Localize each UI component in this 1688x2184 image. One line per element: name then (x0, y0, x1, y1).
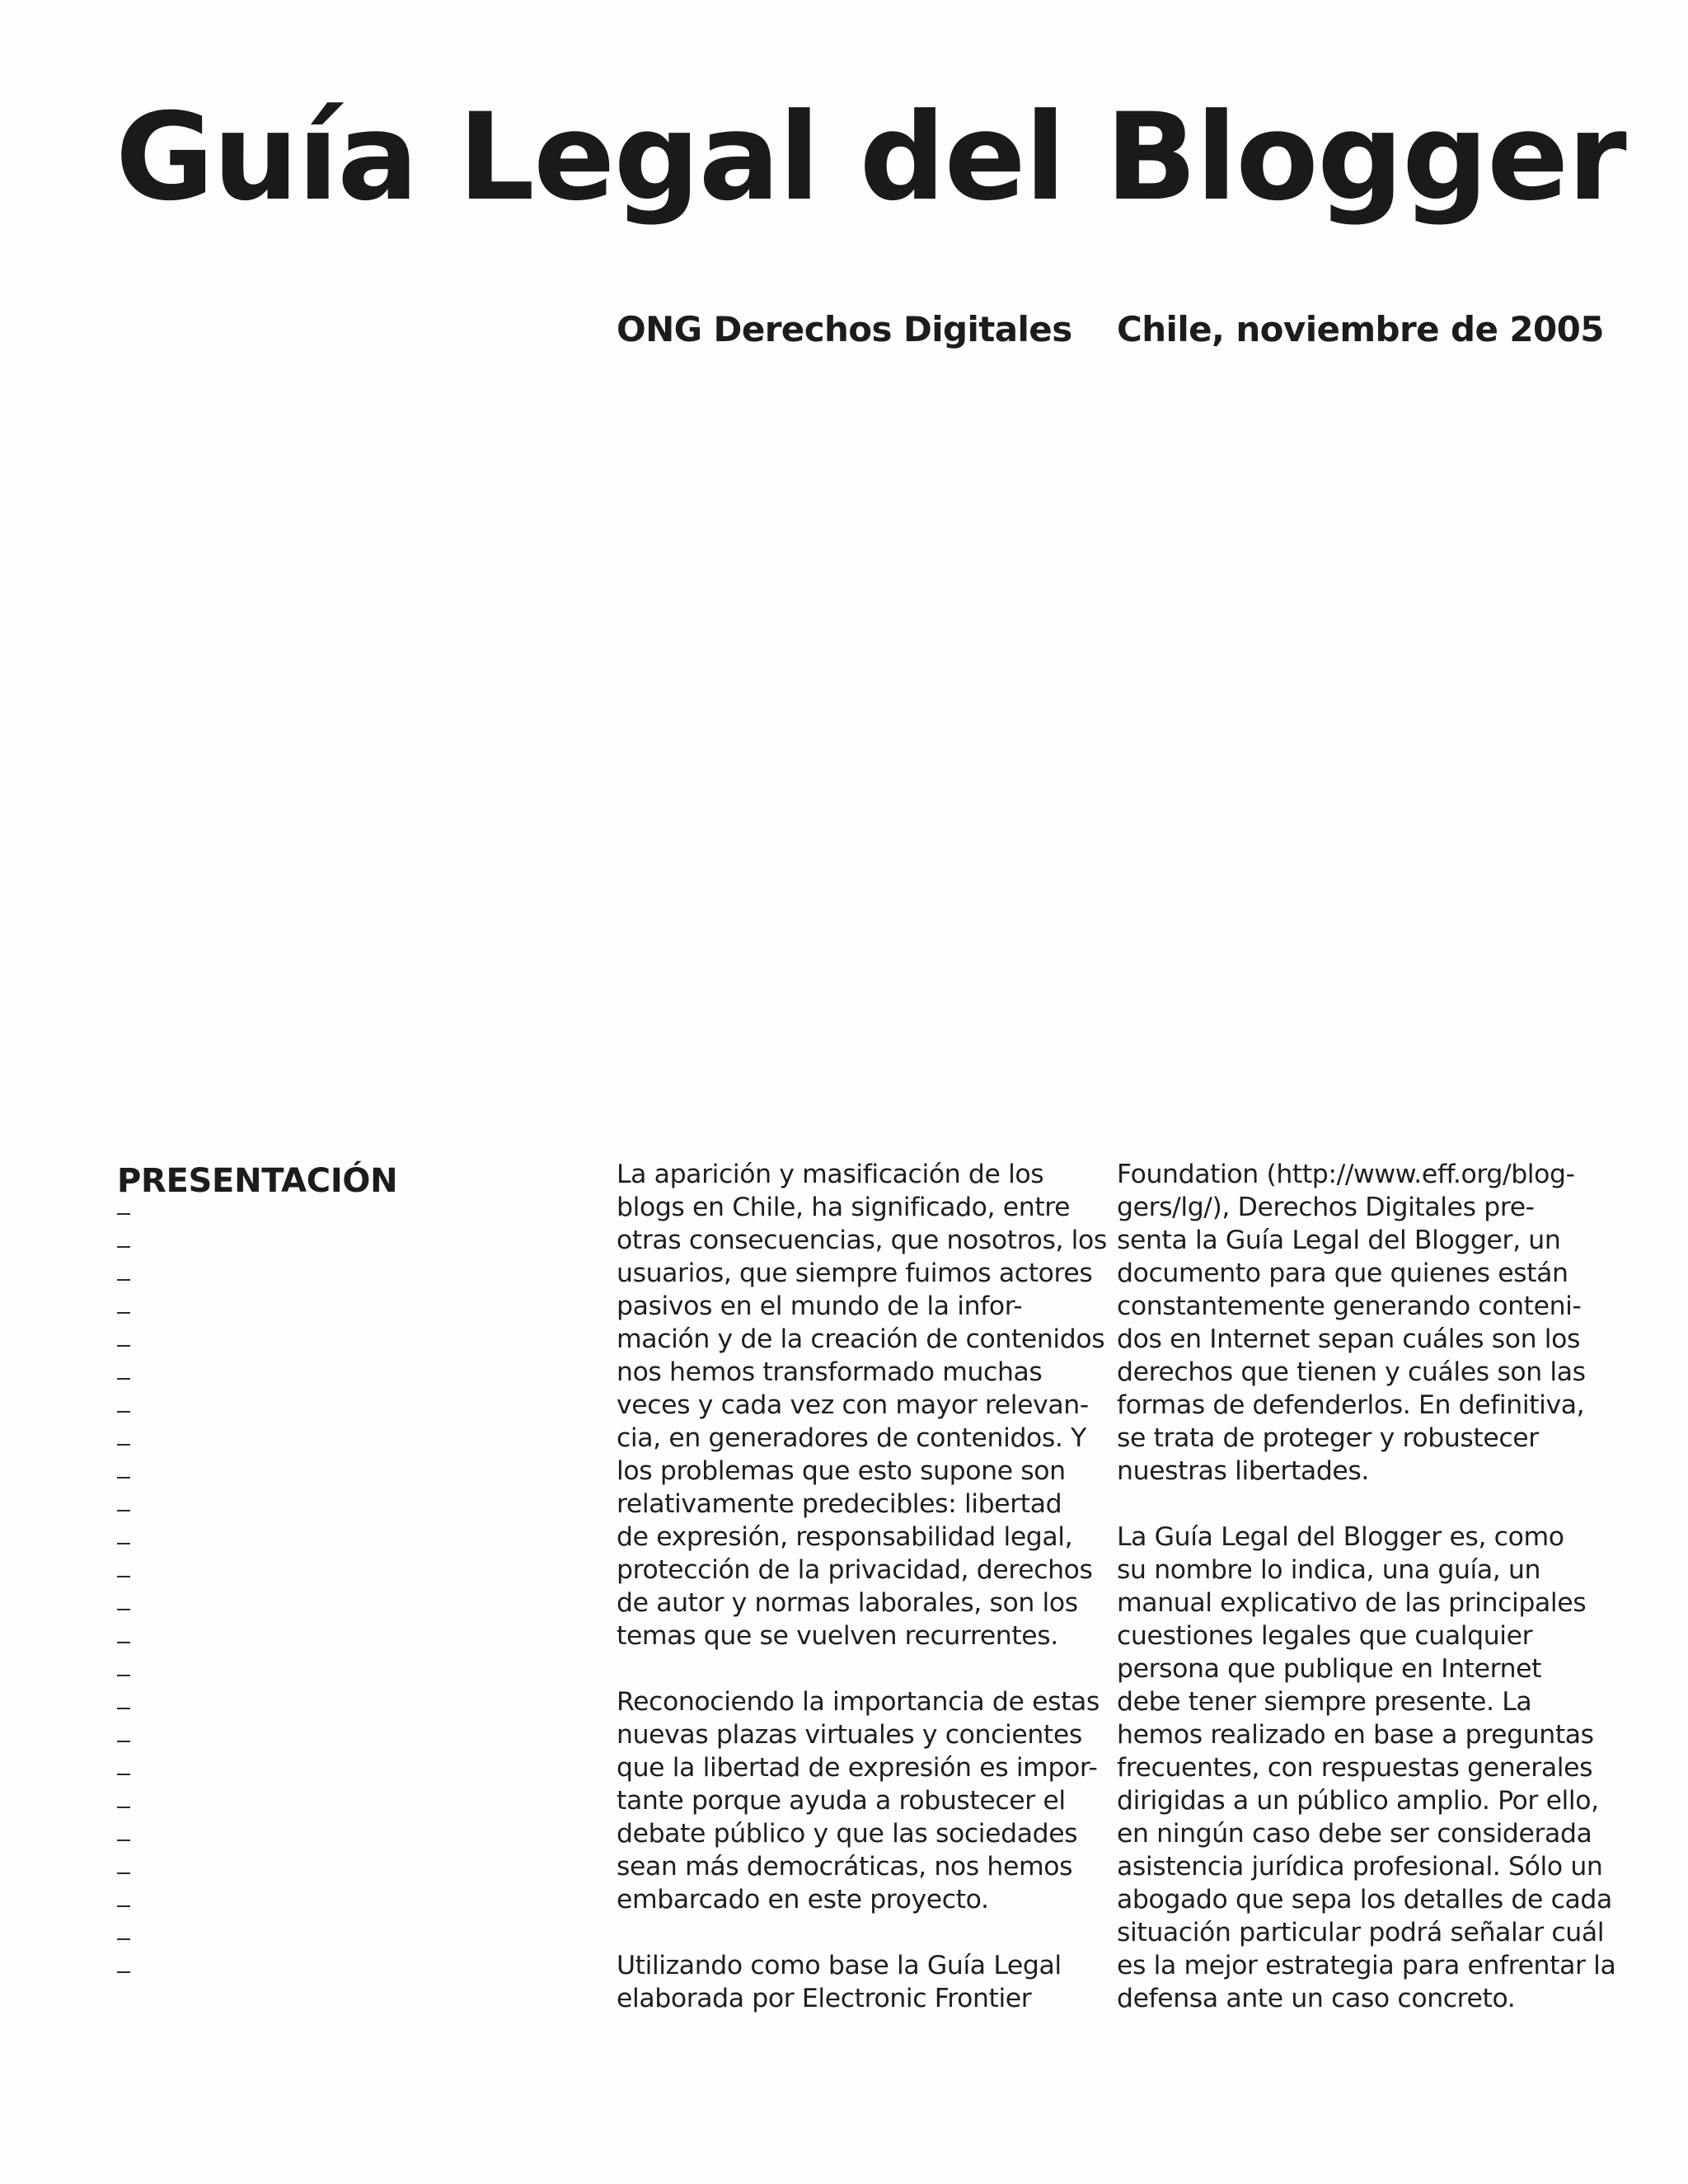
paragraph (617, 1685, 1100, 1916)
paragraph-gap (617, 1916, 1078, 1949)
dash-mark (117, 1576, 130, 1577)
text-line: usuarios, que siempre fuimos actores (617, 1258, 1093, 1288)
dash-mark (117, 1807, 130, 1808)
text-line: cuestiones legales que cualquier (1117, 1621, 1533, 1651)
dash-mark (117, 1741, 130, 1742)
text-line: de autor y normas laborales, son los (617, 1588, 1078, 1618)
text-line: se trata de proteger y robustecer (1117, 1423, 1539, 1453)
text-line: los problemas que esto supone son (617, 1456, 1066, 1486)
text-column-left (617, 1158, 1107, 2015)
dash-mark (117, 1543, 130, 1544)
text-line: que la libertad de expresión es impor- (617, 1753, 1098, 1783)
paragraph-gap (617, 1652, 1078, 1685)
text-line: nos hemos transformado muchas (617, 1357, 1043, 1387)
dash-mark (117, 1312, 130, 1314)
dash-mark (117, 1279, 130, 1281)
text-line: abogado que sepa los detalles de cada (1117, 1885, 1612, 1915)
place-and-date: Chile, noviembre de 2005 (1117, 309, 1604, 349)
paragraph (617, 1949, 1078, 2015)
text-line: mación y de la creación de contenidos (617, 1324, 1105, 1354)
dash-mark (117, 1246, 130, 1248)
text-line: relativamente predecibles: libertad (617, 1489, 1062, 1519)
text-line: sean más democráticas, nos hemos (617, 1852, 1073, 1882)
text-line: nuestras libertades. (1117, 1456, 1370, 1486)
text-line: constantemente generando conteni- (1117, 1291, 1582, 1321)
dash-mark (117, 1609, 130, 1610)
text-line: derechos que tienen y cuáles son las (1117, 1357, 1586, 1387)
text-line: debate público y que las sociedades (617, 1819, 1078, 1849)
text-line: dos en Internet sepan cuáles son los (1117, 1324, 1581, 1354)
section-heading: PRESENTACIÓN (117, 1162, 398, 1200)
dash-mark (117, 1675, 130, 1676)
text-line: Foundation (http://www.eff.org/blog- (1117, 1160, 1575, 1189)
dash-mark (117, 1642, 130, 1643)
text-line: elaborada por Electronic Frontier (617, 1984, 1032, 2013)
text-line: Utilizando como base la Guía Legal (617, 1951, 1062, 1980)
text-line: nuevas plazas virtuales y concientes (617, 1720, 1082, 1750)
text-line: La aparición y masificación de los (617, 1160, 1044, 1189)
text-line: hemos realizado en base a preguntas (1117, 1720, 1594, 1750)
dash-mark (117, 1477, 130, 1479)
text-line: embarcado en este proyecto. (617, 1885, 989, 1915)
organization-name: ONG Derechos Digitales (617, 309, 1072, 349)
text-line: Reconociendo la importancia de estas (617, 1687, 1100, 1717)
text-line: gers/lg/), Derechos Digitales pre- (1117, 1193, 1535, 1222)
text-line: senta la Guía Legal del Blogger, un (1117, 1226, 1561, 1255)
dash-mark (117, 1444, 130, 1446)
text-line: otras consecuencias, que nosotros, los (617, 1226, 1107, 1255)
dash-mark (117, 1774, 130, 1775)
text-line: en ningún caso debe ser considerada (1117, 1819, 1592, 1849)
text-line: persona que publique en Internet (1117, 1654, 1542, 1684)
text-line: blogs en Chile, ha significado, entre (617, 1193, 1071, 1222)
dash-mark (117, 1708, 130, 1709)
text-line: veces y cada vez con mayor relevan- (617, 1390, 1089, 1420)
dash-mark (117, 1971, 130, 1973)
paragraph (1117, 1158, 1586, 1488)
text-line: dirigidas a un público amplio. Por ello, (1117, 1786, 1599, 1816)
dash-mark (117, 1411, 130, 1413)
text-line: cia, en generadores de contenidos. Y (617, 1423, 1086, 1453)
dash-mark (117, 1840, 130, 1841)
margin-dash-rule (117, 1213, 134, 2004)
dash-mark (117, 1510, 130, 1511)
text-line: manual explicativo de las principales (1117, 1588, 1587, 1618)
dash-mark (117, 1872, 130, 1874)
dash-mark (117, 1938, 130, 1940)
dash-mark (117, 1345, 130, 1347)
text-line: asistencia jurídica profesional. Sólo un (1117, 1852, 1603, 1882)
paragraph (1117, 1521, 1616, 2015)
text-line: su nombre lo indica, una guía, un (1117, 1555, 1541, 1585)
text-line: defensa ante un caso concreto. (1117, 1984, 1516, 2013)
text-line: es la mejor estrategia para enfrentar la (1117, 1951, 1616, 1980)
dash-mark (117, 1905, 130, 1907)
text-line: formas de defenderlos. En definitiva, (1117, 1390, 1585, 1420)
text-line: tante porque ayuda a robustecer el (617, 1786, 1066, 1816)
document-title: Guía Legal del Blogger (115, 87, 1626, 227)
dash-mark (117, 1378, 130, 1380)
text-line: frecuentes, con respuestas generales (1117, 1753, 1593, 1783)
text-line: protección de la privacidad, derechos (617, 1555, 1093, 1585)
paragraph (617, 1158, 1107, 1652)
text-line: pasivos en el mundo de la infor- (617, 1291, 1023, 1321)
text-line: documento para que quienes están (1117, 1258, 1568, 1288)
text-line: situación particular podrá señalar cuál (1117, 1918, 1605, 1947)
text-line: debe tener siempre presente. La (1117, 1687, 1532, 1717)
text-line: La Guía Legal del Blogger es, como (1117, 1522, 1564, 1552)
paragraph-gap (1117, 1488, 1578, 1521)
dash-mark (117, 1213, 130, 1215)
text-line: temas que se vuelven recurrentes. (617, 1621, 1058, 1651)
text-column-right (1117, 1158, 1616, 2015)
text-line: de expresión, responsabilidad legal, (617, 1522, 1073, 1552)
